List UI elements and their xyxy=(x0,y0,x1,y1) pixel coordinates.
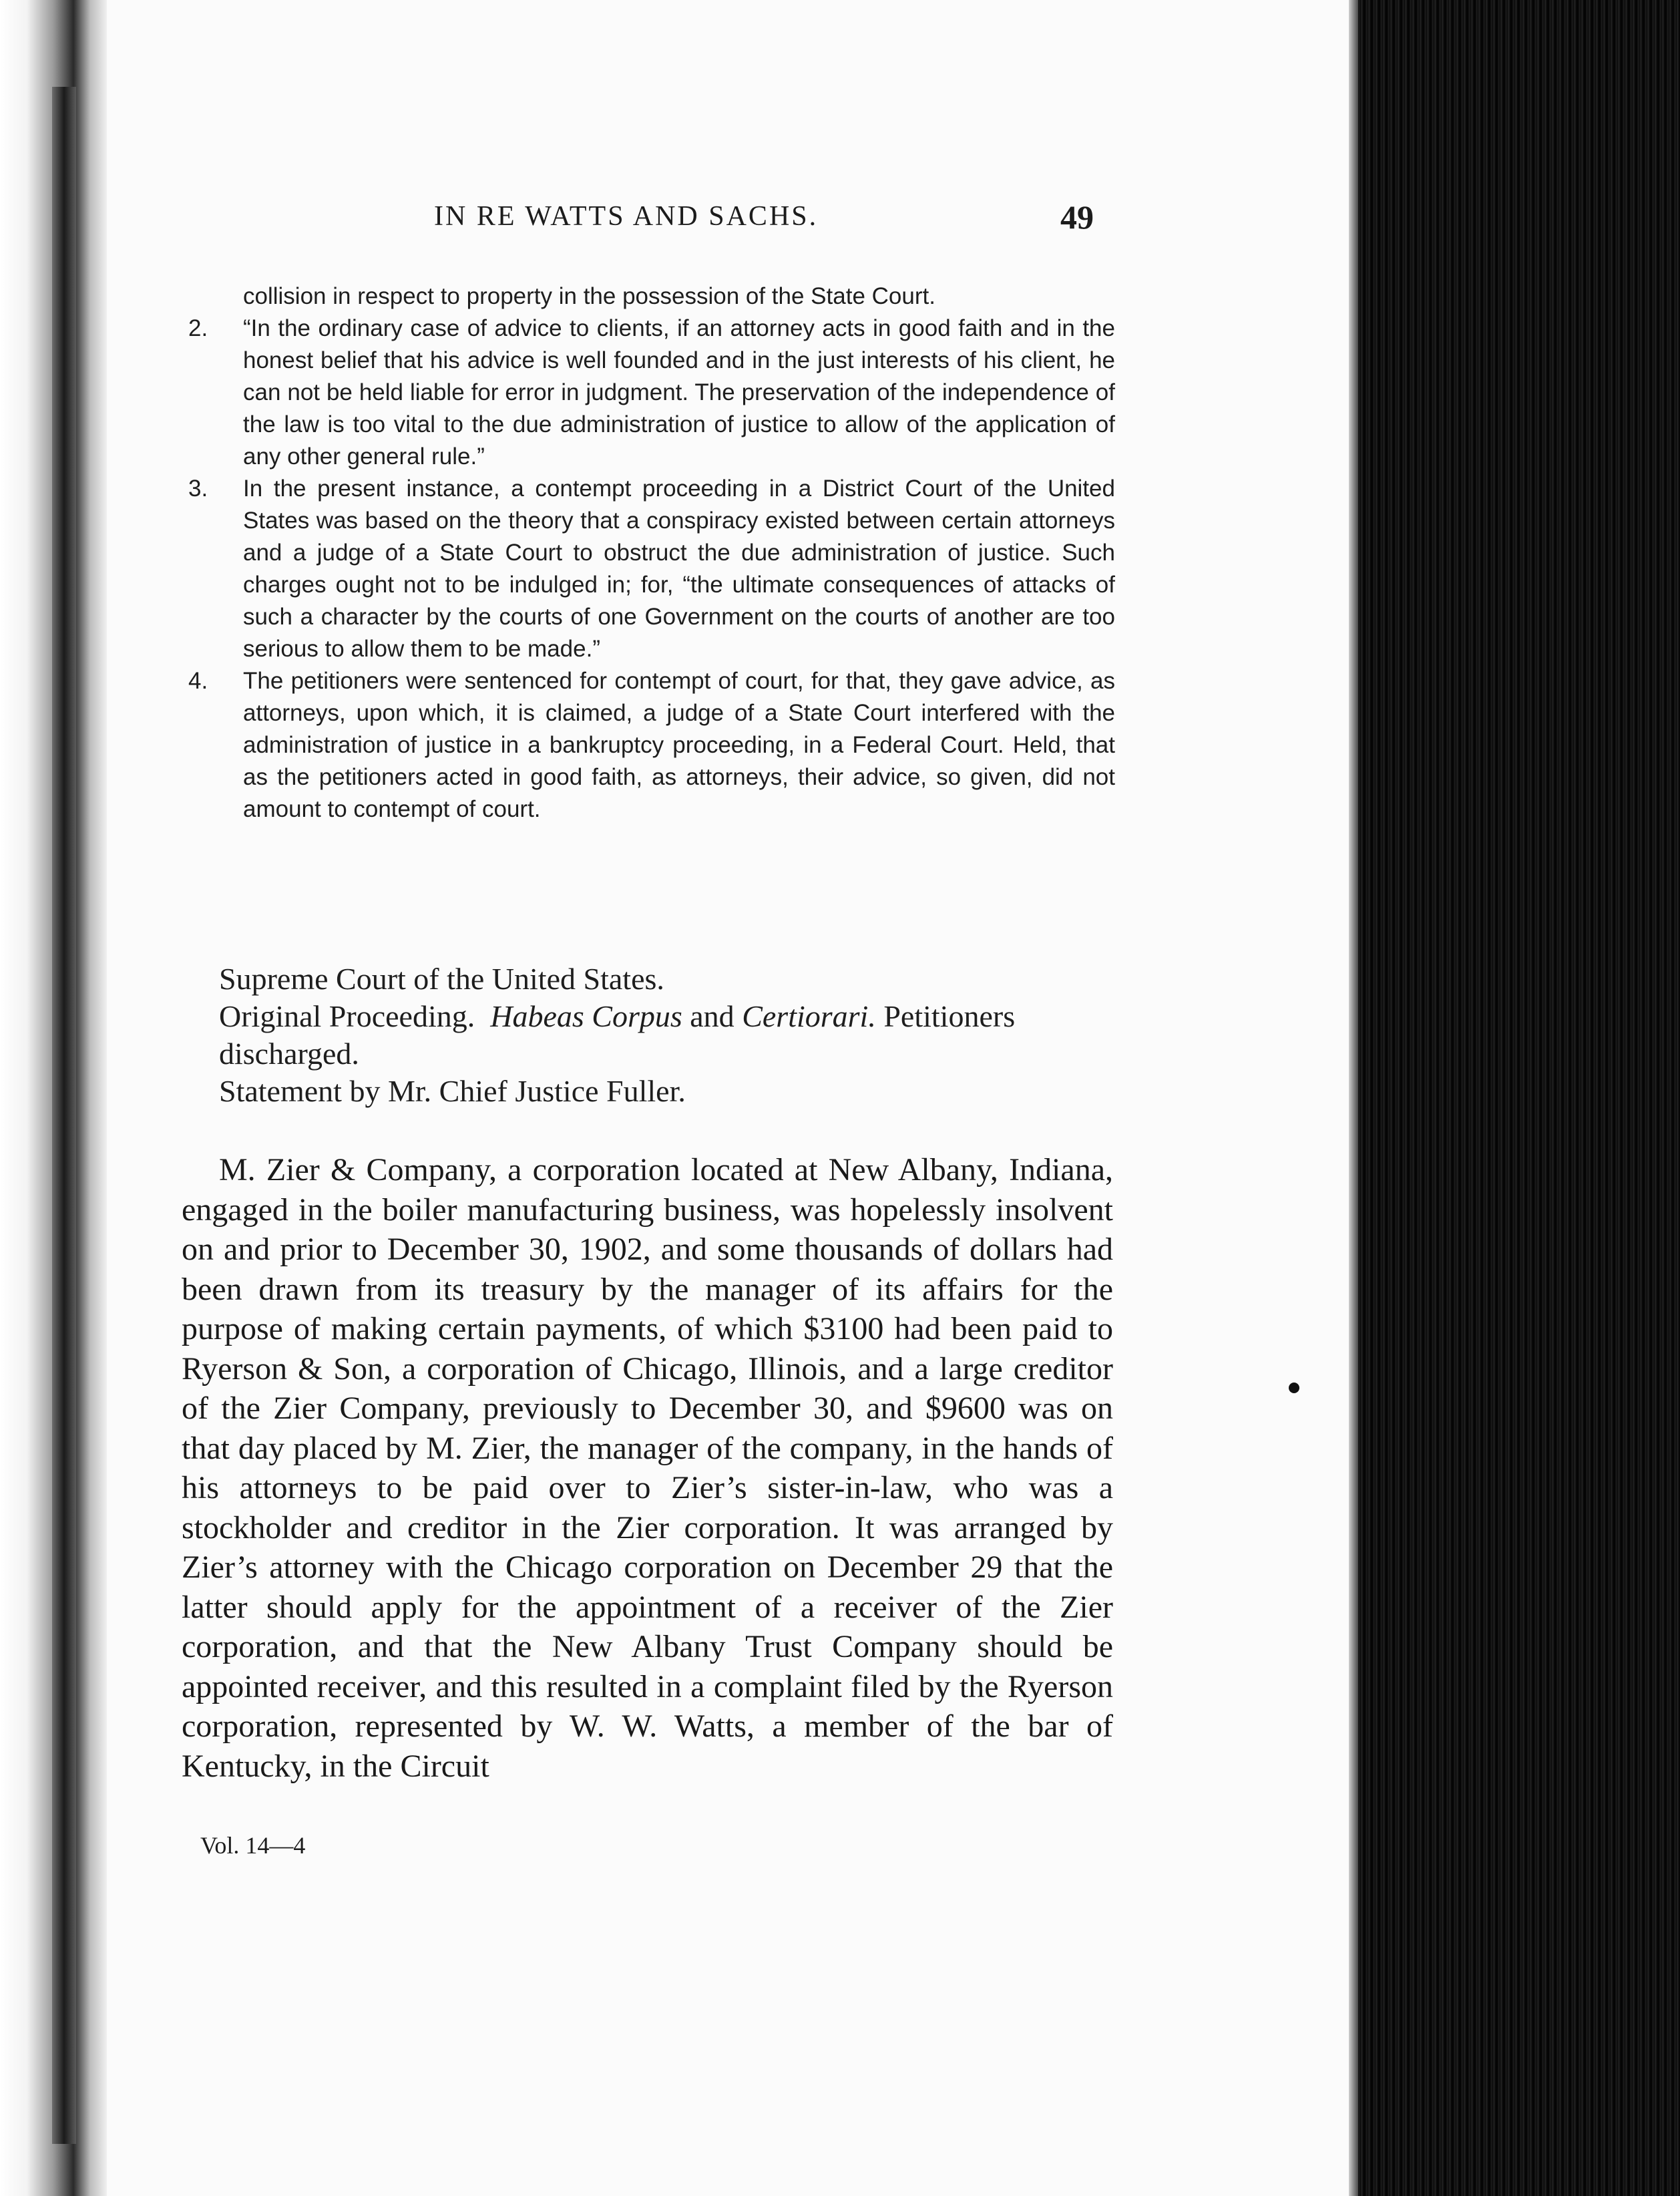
headnote-text: In the present instance, a contempt proceeding in a District Court of the United States was based on the theory that a conspiracy existed between certain attorneys and a judge of a State Court to obstruct the due administration of justice. Such charges ought not to be indulged in; for, “the ultimate consequences of attacks of such a character by the courts of one Government on the courts of another are too serious to allow them to be made.” xyxy=(243,476,1115,662)
court-line: Supreme Court of the United States. xyxy=(219,962,664,996)
headnote-number: 4. xyxy=(188,668,208,694)
signature-mark: Vol. 14—4 xyxy=(200,1832,306,1859)
opinion-paragraph: M. Zier & Company, a corporation located at New Albany, Indiana, engaged in the boiler manufacturing business, was hopelessly insolvent on and prior to December 30, 1902, and some thousands of dollars had been drawn from its treasury by the manager of its affairs for the purpose of making certain payments, of which $3100 had been paid to Ryerson & Son, a corporation of Chicago, Illinois, and a large creditor of the Zier Company, previously to December 30, and $9600 was on that day placed by M. Zier, the manager of the company, in the hands of his attorneys to be paid over to Zier’s sister-in-law, who was a stockholder and creditor in the Zier corporation. It was arranged by Zier’s attorney with the Chicago corporation on December 29 that the latter should apply for the appointment of a receiver of the Zier corporation, and that the New Albany Trust Company should be appointed receiver, and this resulted in a complaint filed by the Ryerson corporation, represented by W. W. Watts, a member of the bar of Kentucky, in the Circuit xyxy=(182,1152,1113,1784)
headnote-item xyxy=(180,665,1115,826)
statement-line: Statement by Mr. Chief Justice Fuller. xyxy=(219,1074,686,1108)
headnote-number: 2. xyxy=(188,315,208,341)
proceeding-line xyxy=(182,998,1113,1073)
headnote-item xyxy=(180,313,1115,473)
book-block-edge xyxy=(1349,0,1680,2196)
headnote-text: The petitioners were sentenced for contempt of court, for that, they gave advice, as attorneys, upon which, it is claimed, a judge of a State Court interfered with the administration of justice in a bankruptcy proceeding, in a Federal Court. Held, that as the petitioners acted in good faith, as attorneys, their advice, so given, did not amount to contempt of court. xyxy=(243,668,1115,822)
headnote-number: 3. xyxy=(188,476,208,502)
headnote-item xyxy=(180,281,1115,313)
proceeding-result: Petitioners discharged. xyxy=(219,999,1016,1071)
page-edge-line xyxy=(1349,0,1358,2196)
proceeding-prefix: Original Proceeding. xyxy=(219,999,475,1033)
headnote-text: collision in respect to property in the possession of the State Court. xyxy=(243,283,935,309)
and-word: and xyxy=(690,999,734,1033)
writ-habeas-corpus: Habeas Corpus xyxy=(490,999,682,1033)
ink-speck xyxy=(1289,1383,1299,1393)
page-number: 49 xyxy=(1060,198,1094,236)
previous-page-edge xyxy=(0,0,107,2196)
headnotes xyxy=(180,281,1115,826)
binding-shadow xyxy=(52,87,76,2144)
headnote-text: “In the ordinary case of advice to clients, if an attorney acts in good faith and in the honest belief that his advice is well founded and in the just interests of his client, he can not be held liable for error in judgment. The preservation of the independence of the law is too vital to the due administration of justice to allow of the application of any other general rule.” xyxy=(243,315,1115,470)
case-metadata xyxy=(182,960,1113,1110)
headnote-item xyxy=(180,473,1115,665)
writ-certiorari: Certiorari. xyxy=(742,999,876,1033)
running-head: IN RE WATTS AND SACHS. xyxy=(434,201,819,232)
